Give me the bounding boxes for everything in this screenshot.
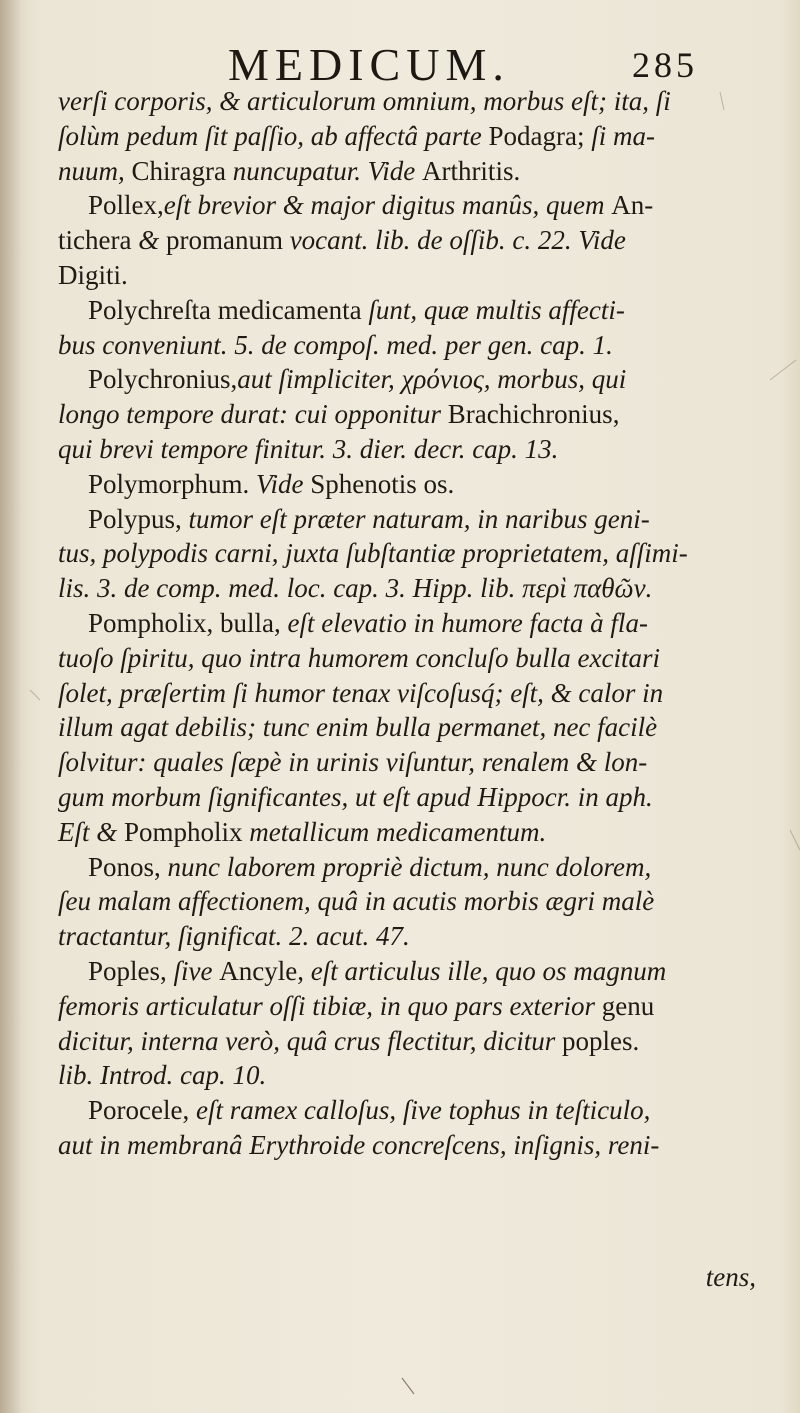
- gutter-shadow: [0, 0, 22, 1413]
- italic-text: longo tempore durat: cui opponitur: [58, 399, 448, 430]
- catchword: tens,: [705, 1262, 756, 1292]
- text-line: [58, 989, 758, 1024]
- text-line: [58, 815, 758, 850]
- text-line: [58, 641, 758, 676]
- italic-text: eſt elevatio in humore facta à fla-: [287, 607, 648, 638]
- roman-text: Pompholix, bulla,: [88, 607, 288, 638]
- italic-text: dicitur, interna verò, quâ crus flectitur, dicitur: [58, 1025, 562, 1056]
- roman-text: Porocele,: [88, 1095, 196, 1126]
- roman-text: An-: [611, 190, 654, 221]
- italic-text: vocant. lib. de oſſib. c. 22. Vide: [289, 225, 626, 256]
- roman-text: tichera: [58, 225, 139, 256]
- italic-text: metallicum medicamentum.: [249, 816, 547, 847]
- roman-text: Pompholix: [124, 816, 250, 847]
- italic-text: aut in membranâ Erythroide concreſcens, inſignis, reni-: [58, 1129, 660, 1160]
- text-line: [58, 850, 758, 885]
- italic-text: tuoſo ſpiritu, quo intra humorem concluſo bulla excitari: [58, 642, 660, 673]
- text-line: [58, 84, 758, 119]
- text-line: [58, 884, 758, 919]
- italic-text: lis. 3. de comp. med. loc. cap. 3. Hipp. lib. περὶ παθῶν.: [58, 573, 653, 604]
- text-line: [58, 919, 758, 954]
- italic-text: illum agat debilis; tunc enim bulla permanet, nec facilè: [58, 712, 658, 743]
- text-line: [58, 710, 758, 745]
- text-line: [58, 606, 758, 641]
- italic-text: Eſt &: [58, 816, 124, 847]
- italic-text: ſolvitur: quales ſæpè in urinis viſuntur, renalem & lon-: [58, 747, 648, 778]
- italic-text: qui brevi tempore finitur. 3. dier. decr. cap. 13.: [58, 433, 559, 464]
- text-line: [58, 676, 758, 711]
- text-line: [58, 571, 758, 606]
- text-line: [58, 119, 758, 154]
- italic-text: femoris articulatur oſſi tibiæ, in quo pars exterior: [58, 990, 602, 1021]
- italic-text: eſt ramex calloſus, ſive tophus in teſticulo,: [195, 1095, 651, 1126]
- roman-text: Chiragra: [131, 155, 233, 186]
- text-line: [58, 536, 758, 571]
- text-line: [58, 328, 758, 363]
- text-line: [58, 397, 758, 432]
- roman-text: Digiti.: [58, 259, 128, 290]
- roman-text: Arthritis.: [421, 155, 521, 186]
- roman-text: Poples,: [88, 955, 174, 986]
- roman-text: Brachichronius,: [447, 399, 620, 430]
- page-number: 285: [632, 45, 698, 85]
- italic-text: eſt brevior & major digitus manûs, quem: [163, 190, 612, 221]
- roman-text: Ancyle,: [219, 955, 311, 986]
- italic-text: lib. Introd. cap. 10.: [58, 1060, 267, 1091]
- roman-text: Pollex,: [88, 190, 164, 221]
- text-line: [58, 745, 758, 780]
- text-line: [58, 293, 758, 328]
- text-line: [58, 1058, 758, 1093]
- italic-text: ſive: [173, 955, 220, 986]
- text-line: [58, 223, 758, 258]
- text-line: [58, 780, 758, 815]
- text-line: [58, 432, 758, 467]
- italic-text: nuncupatur. Vide: [232, 155, 422, 186]
- text-line: [58, 258, 758, 293]
- roman-text: poples.: [561, 1025, 640, 1056]
- text-line: [58, 1024, 758, 1059]
- roman-text: Polychronius,: [88, 364, 238, 395]
- running-title: MEDICUM.: [228, 39, 510, 90]
- italic-text: eſt articulus ille, quo os magnum: [310, 955, 667, 986]
- text-line: [58, 362, 758, 397]
- text-line: [58, 154, 758, 189]
- italic-text: ſolùm pedum ſit paſſio, ab affectâ parte: [58, 120, 489, 151]
- page-header: [0, 28, 800, 92]
- roman-text: genu: [601, 990, 655, 1021]
- roman-text: Sphenotis os.: [310, 468, 455, 499]
- roman-text: promanum: [165, 225, 290, 256]
- italic-text: verſi corporis, & articulorum omnium, morbus eſt; ita, ſi: [58, 86, 671, 116]
- text-line: [58, 188, 758, 223]
- text-line: [58, 954, 758, 989]
- italic-text: gum morbum ſignificantes, ut eſt apud Hippocr. in aph.: [58, 781, 653, 812]
- roman-text: Ponos,: [88, 851, 168, 882]
- roman-text: Polymorphum.: [88, 468, 257, 499]
- italic-text: ſi ma-: [591, 120, 655, 151]
- italic-text: ſolet, præſertim ſi humor tenax viſcoſusq́; eſt, & calor in: [58, 677, 664, 708]
- text-line: [58, 502, 758, 537]
- italic-text: ſeu malam affectionem, quâ in acutis morbis ægri malè: [58, 886, 655, 917]
- dictionary-text: [58, 84, 758, 1163]
- roman-text: Podagra;: [488, 120, 592, 151]
- italic-text: nuum,: [58, 155, 132, 186]
- italic-text: tus, polypodis carni, juxta ſubſtantiæ proprietatem, aſſimi-: [58, 538, 688, 569]
- italic-text: &: [138, 225, 166, 256]
- roman-text: Polychreſta medicamenta: [88, 294, 369, 325]
- text-line: [58, 467, 758, 502]
- text-line: [58, 1093, 758, 1128]
- text-line: [58, 1128, 758, 1163]
- roman-text: Polypus,: [88, 503, 189, 534]
- italic-text: tumor eſt præter naturam, in naribus geni-: [188, 503, 650, 534]
- italic-text: ſunt, quæ multis affecti-: [368, 294, 625, 325]
- italic-text: Vide: [256, 468, 311, 499]
- italic-text: aut ſimpliciter, χρόνιος, morbus, qui: [237, 364, 627, 395]
- italic-text: tractantur, ſignificat. 2. acut. 47.: [58, 921, 410, 952]
- italic-text: nunc laborem propriè dictum, nunc dolorem,: [167, 851, 652, 882]
- italic-text: bus conveniunt. 5. de compoſ. med. per gen. cap. 1.: [58, 329, 613, 360]
